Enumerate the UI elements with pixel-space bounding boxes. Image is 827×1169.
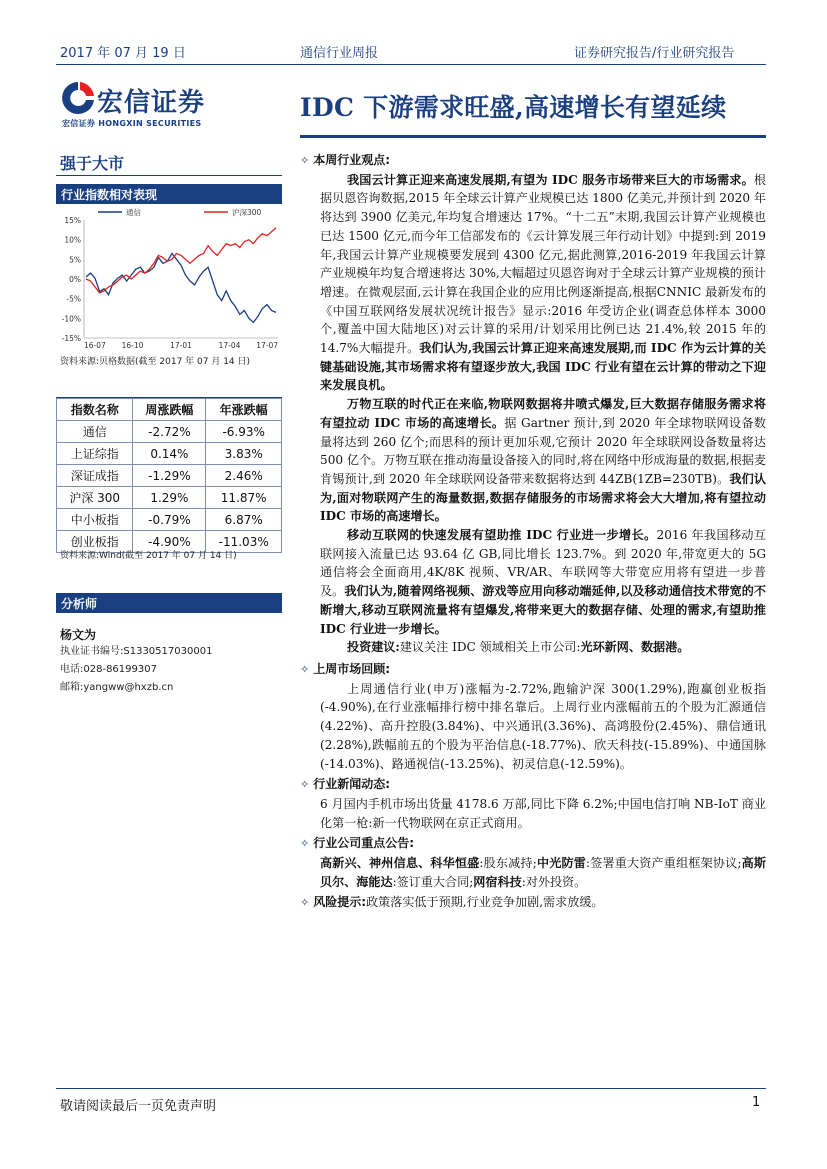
cell: 沪深 300	[57, 487, 133, 509]
rating-rule	[56, 175, 282, 176]
diamond-bullet-icon: ✧	[300, 154, 310, 167]
diamond-bullet-icon: ✧	[300, 837, 310, 851]
y-tick-label: 15%	[64, 216, 81, 225]
cell: 11.87%	[206, 487, 282, 509]
company-paragraph: 高新兴、神州信息、科华恒盛:股东减持;中光防雷:签署重大资产重组框架协议;高斯贝尔、海能达:签订重大合同;网宿科技:对外投资。	[320, 856, 766, 889]
analyst-name: 杨文为	[60, 628, 97, 642]
analyst-section-header: 分析师	[56, 593, 282, 613]
analyst-email: 邮箱:yangww@hxzb.cn	[60, 682, 174, 693]
table-row	[57, 465, 282, 487]
title-rule	[300, 135, 766, 138]
col-header: 指数名称	[57, 399, 133, 421]
view-paragraph-cloud: 我国云计算正迎来高速发展期,有望为 IDC 服务市场带来巨大的市场需求。根据贝恩咨询数据,2015 年全球云计算产业规模已达 1800 亿美元,并预计到 2020 年将达到 3900 亿美元,年均复合增速达 17%。“十二五”末期,我国云计算产业规模也已达 1500 亿元,而今年工信部发布的《云计算发展三年行动计划》中提到:到 2019 年,我国云计算产业规模要发展到 4300 亿元,据此测算,2016-2019 年我国云计算产业规模年均复合增速将达 30%,大幅超过贝恩咨询对于全球云计算产业规模的预计增速。在微观层面,云计算在我国企业的应用比例逐渐提高,根据CNNIC 最新发布的《中国互联网络发展状况统计报告》显示:2016 年受访企业(调查总体样本 3000 个,覆盖中国大陆地区)对云计算的采用/计划采用比例已达 21.4%,较 2015 年的 14.7%大幅提升。我们认为,我国云计算正迎来高速发展期,而 IDC 作为云计算的关键基础设施,其市场需求将有望逐步放大,我国 IDC 行业有望在云计算的带动之下迎来发展良机。	[320, 172, 766, 393]
rating: 强于大市	[60, 154, 125, 173]
news-paragraph: 6 月国内手机市场出货量 4178.6 万部,同比下降 6.2%;中国电信打响 NB-IoT 商业化第一枪:新一代物联网在京正式商用。	[320, 796, 766, 830]
index-chart	[56, 206, 282, 352]
view-paragraph-mobile: 移动互联网的快速发展有望助推 IDC 行业进一步增长。2016 年我国移动互联网接入流量已达 93.64 亿 GB,同比增长 123.7%。到 2020 年,带宽更大的 5G 通信将会全面商用,4K/8K 视频、VR/AR、车联网等大带宽应用将有望进一步普及。我们认为,随着网络视频、游戏等应用向移动端延伸,以及移动通信技术带宽的不断增大,移动互联网流量将有望爆发,将带来更大的数据存储、处理的需求,有望助推 IDC 行业进一步增长。	[320, 528, 766, 636]
cell: 深证成指	[57, 465, 133, 487]
series-line-telecom	[86, 253, 276, 322]
company-heading: ✧ 行业公司重点公告:	[300, 836, 415, 851]
cell: 1.29%	[133, 487, 206, 509]
analyst-cert: 执业证书编号:S1330517030001	[60, 646, 213, 657]
y-tick-label: -10%	[61, 314, 81, 324]
news-heading: ✧ 行业新闻动态:	[300, 777, 391, 792]
series-line-hs300	[86, 228, 276, 293]
y-tick-label: 10%	[64, 235, 81, 245]
cell: -1.29%	[133, 465, 206, 487]
chart-section-header: 行业指数相对表现	[56, 184, 282, 204]
main-content	[300, 151, 766, 913]
company-logo-icon	[58, 78, 98, 118]
table-row	[57, 421, 282, 443]
diamond-bullet-icon: ✧	[300, 778, 310, 792]
company-logo-text: 宏信证券	[97, 88, 206, 118]
cell: 上证综指	[57, 443, 133, 465]
chart-source: 资料来源:贝格数据(截至 2017 年 07 月 14 日)	[60, 357, 251, 367]
cell: 2.46%	[206, 465, 282, 487]
report-type: 通信行业周报	[300, 46, 379, 61]
cell: -0.79%	[133, 509, 206, 531]
view-heading: ✧ 本周行业观点:	[300, 153, 391, 167]
cell: -2.72%	[133, 421, 206, 443]
x-tick-label: 16-07	[84, 341, 106, 350]
market-paragraph: 上周通信行业(申万)涨幅为-2.72%,跑输沪深 300(1.29%),跑赢创业板指(-4.90%),在行业涨幅排行榜中排名靠后。上周行业内涨幅前五的个股为汇源通信(4.22%)、高升控股(3.84%)、中兴通讯(3.36%)、高鸿股份(2.45%)、鼎信通讯(2.28%),跌幅前五的个股为平治信息(-18.77%)、欣天科技(-15.89%)、中通国脉(-14.03%)、路通视信(-13.25%)、初灵信息(-12.59%)。	[320, 681, 766, 771]
report-category: 证券研究报告/行业研究报告	[574, 46, 735, 61]
view-paragraph-iot: 万物互联的时代正在来临,物联网数据将井喷式爆发,巨大数据存储服务需求将有望拉动 IDC 市场的高速增长。据 Gartner 预计,到 2020 年全球物联网设备数量将达到 260 亿个;而思科的预计更加乐观,它预计 2020 年全球联网设备数量将达 500 亿个。万物互联在推动海量设备接入的同时,将在网络中形成海量的数据,根据麦肯锡预计,到 2020 年全球联网设备带来数据将达到 44ZB(1ZB=230TB)。我们认为,面对物联网产生的海量数据,数据存储服务的市场需求将会大大增加,将有望拉动 IDC 市场的高速增长。	[320, 397, 766, 524]
report-date: 2017 年 07 月 19 日	[60, 46, 186, 61]
view-paragraph-investment: 投资建议:建议关注 IDC 领域相关上市公司:光环新网、数据港。	[347, 640, 690, 655]
index-table-header	[57, 399, 282, 421]
cell: 通信	[57, 421, 133, 443]
footer-disclaimer: 敬请阅读最后一页免责声明	[60, 1099, 217, 1114]
y-tick-label: -15%	[61, 334, 81, 343]
diamond-bullet-icon: ✧	[300, 896, 310, 910]
x-tick-label: 17-01	[170, 341, 192, 350]
y-tick-label: -5%	[66, 294, 81, 304]
col-header: 周涨跌幅	[133, 399, 206, 421]
footer-rule	[56, 1088, 766, 1089]
analyst-phone: 电话:028-86199307	[60, 664, 157, 675]
cell: 0.14%	[133, 443, 206, 465]
cell: -11.03%	[206, 531, 282, 553]
market-heading: ✧ 上周市场回顾:	[300, 661, 391, 676]
x-tick-label: 16-10	[121, 341, 144, 350]
col-header: 年涨跌幅	[206, 399, 282, 421]
risk-line: ✧ 风险提示:政策落实低于预期,行业竞争加剧,需求放缓。	[300, 895, 604, 910]
cell: -6.93%	[206, 421, 282, 443]
table-row	[57, 443, 282, 465]
legend-label: 通信	[126, 208, 141, 217]
cell: 创业板指	[57, 531, 133, 553]
index-table	[56, 398, 282, 553]
x-tick-label: 17-04	[218, 341, 241, 350]
y-tick-label: 5%	[69, 255, 81, 265]
header-rule	[56, 64, 766, 65]
cell: 3.83%	[206, 443, 282, 465]
table-row	[57, 487, 282, 509]
legend-label: 沪深300	[232, 208, 262, 217]
cell: -4.90%	[133, 531, 206, 553]
page-number: 1	[752, 1095, 761, 1110]
table-row	[57, 509, 282, 531]
company-logo-subtext: 宏信证券 HONGXIN SECURITIES	[62, 119, 202, 128]
y-tick-label: 0%	[69, 275, 81, 284]
x-tick-label: 17-07	[256, 341, 278, 350]
cell: 6.87%	[206, 509, 282, 531]
page-title: IDC 下游需求旺盛,高速增长有望延续	[300, 93, 727, 122]
diamond-bullet-icon: ✧	[300, 662, 310, 676]
cell: 中小板指	[57, 509, 133, 531]
table-source: 资料来源:Wind(截至 2017 年 07 月 14 日)	[60, 551, 237, 561]
